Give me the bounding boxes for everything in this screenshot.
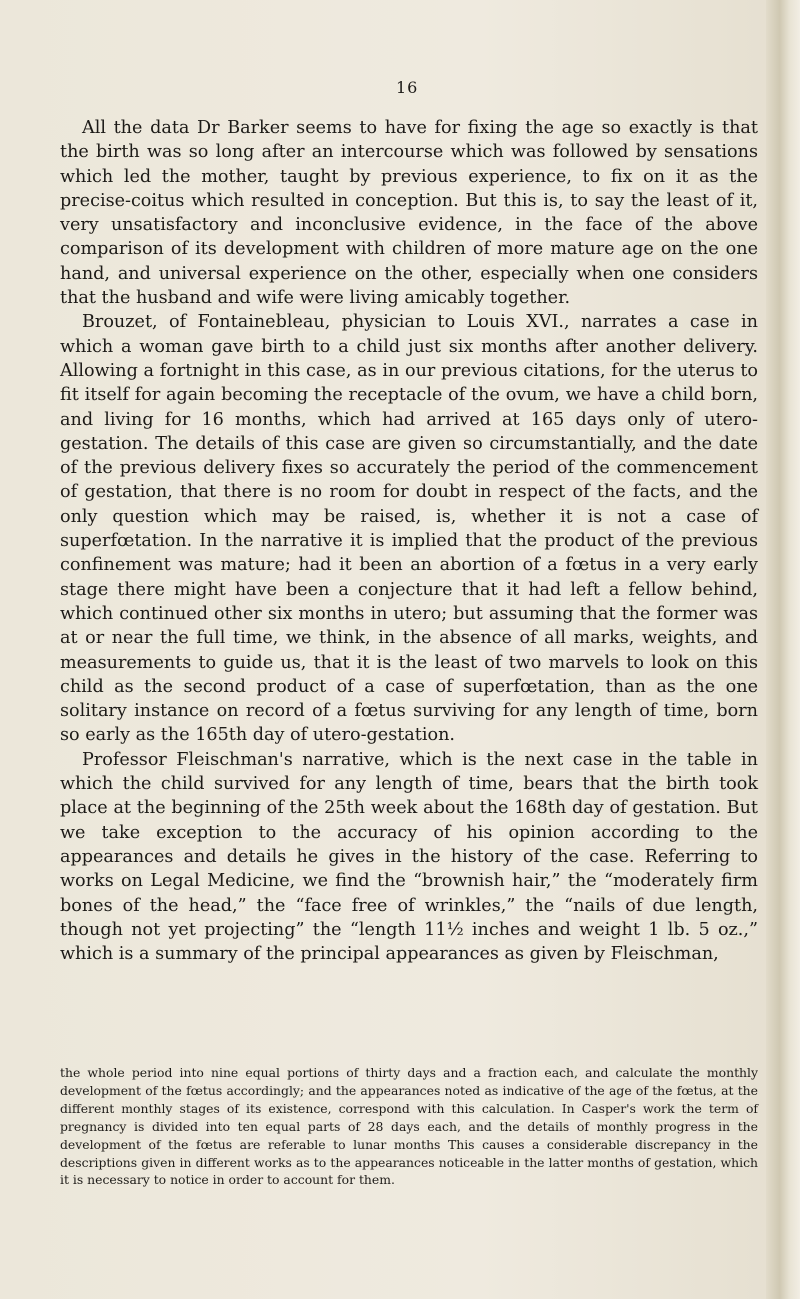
paragraph-brouzet: Brouzet, of Fontainebleau, physician to Louis XVI., narrates a case in which a woman gave birth to a child just six months after another delivery. Allowing a fortnight in this case, as in our previous citations, for the uterus to fit itself for again becoming the receptacle of the ovum, we have a child born, and living for 16 months, which had arrived at 165 days only of utero-gestation. The details of this case are given so circumstantially, and the date of the previous delivery fixes so accurately the period of the commencement of gestation, that there is no room for doubt in respect of the facts, and the only question which may be raised, is, whether it is not a case of superfœtation. In the narrative it is implied that the product of the previous confinement was mature; had it been an abortion of a fœtus in a very early stage there might have been a conjecture that it had left a fellow behind, which continued other six months in utero; but assuming that the former was at or near the full time, we think, in the absence of all marks, weights, and measurements to guide us, that it is the least of two marvels to look on this child as the second product of a case of superfœtation, than as the one solitary instance on record of a fœtus surviving for any length of time, born so early as the 165th day of utero-gestation. <box>60 312 758 746</box>
footnote: the whole period into nine equal portions of thirty days and a fraction each, and calculate the monthly development of the fœtus accordingly; and the appearances noted as indicative of the age of the fœtus, at the different monthly stages of its existence, correspond with this calculation. In Casper's work the term of pregnancy is divided into ten equal parts of 28 days each, and the details of monthly progress in the development of the fœtus are referable to lunar months This causes a considerable discrepancy in the descriptions given in different works as to the appearances noticeable in the latter months of gestation, which it is necessary to notice in order to account for them. <box>60 1065 758 1188</box>
main-text <box>60 116 758 966</box>
page-spine-edge <box>766 0 800 1299</box>
paragraph-barker: All the data Dr Barker seems to have for fixing the age so exactly is that the birth was so long after an intercourse which was followed by sensations which led the mother, taught by previous experience, to fix on it as the precise-coitus which resulted in conception. But this is, to say the least of it, very unsatisfactory and inconclusive evidence, in the face of the above comparison of its development with children of more mature age on the one hand, and universal experience on the other, especially when one considers that the husband and wife were living amicably together. <box>60 118 758 309</box>
paragraph-fleischman: Professor Fleischman's narrative, which is the next case in the table in which the child survived for any length of time, bears that the birth took place at the beginning of the 25th week about the 168th day of gestation. But we take exception to the accuracy of his opinion according to the appearances and details he gives in the history of the case. Referring to works on Legal Medicine, we find the “brownish hair,” the “moderately firm bones of the head,” the “face free of wrinkles,” the “nails of due length, though not yet projecting” the “length 11½ inches and weight 1 lb. 5 oz.,” which is a summary of the principal appearances as given by Fleischman, <box>60 749 758 965</box>
page-number: 16 <box>396 78 419 97</box>
